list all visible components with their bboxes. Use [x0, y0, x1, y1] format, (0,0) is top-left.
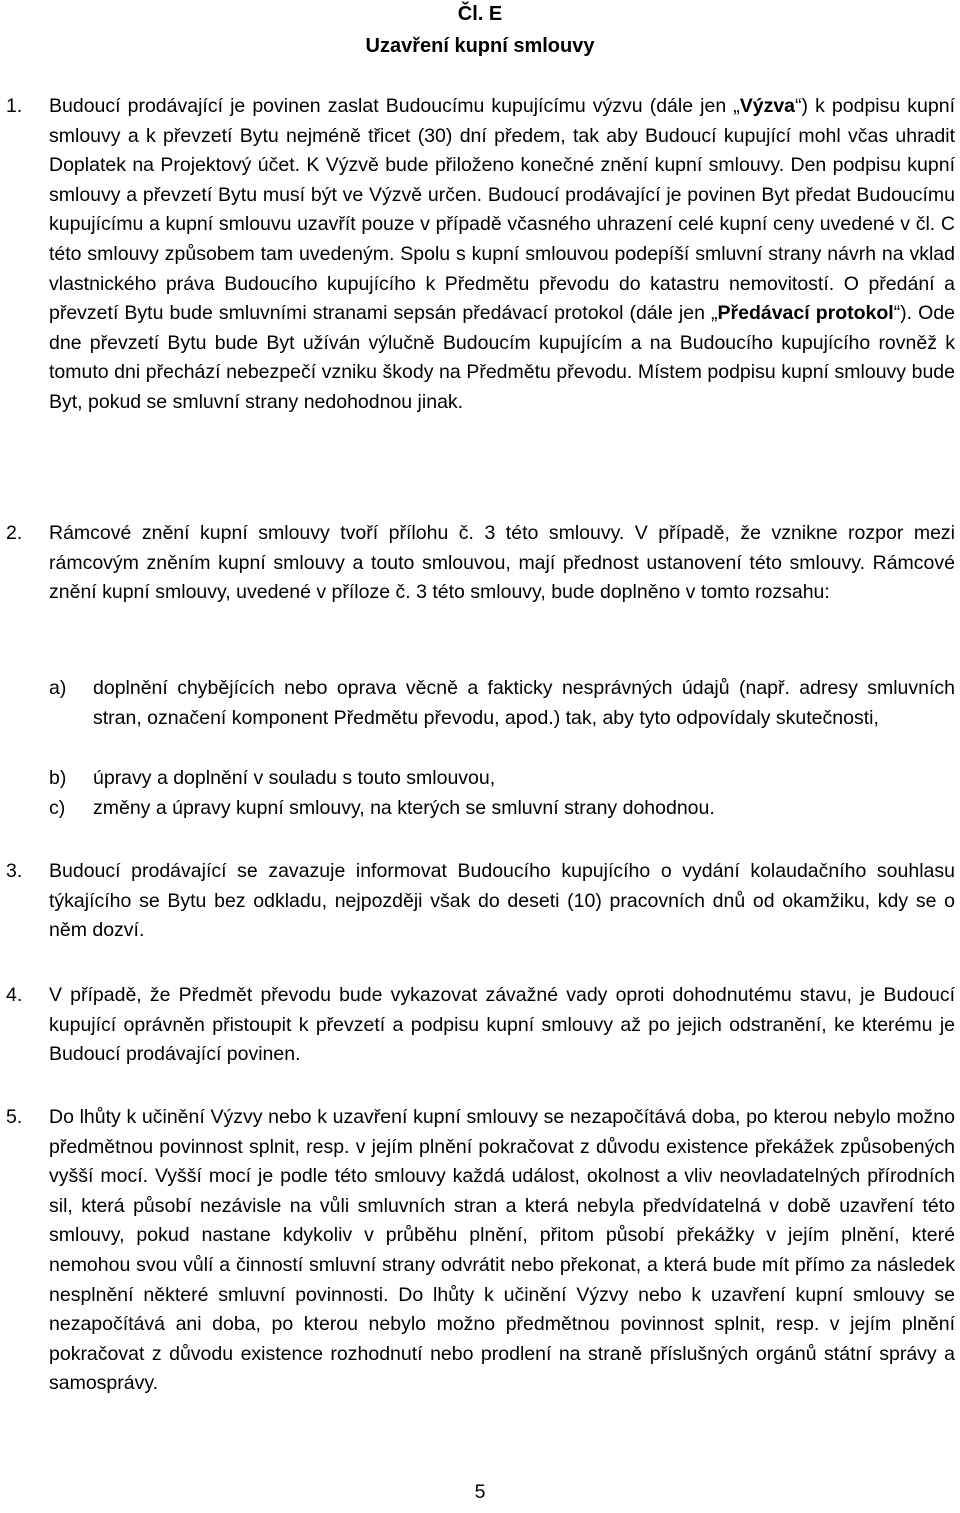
clause-2-item-c-label: c)	[49, 797, 66, 819]
clause-3-text: Budoucí prodávající se zavazuje informovat Budoucího kupujícího o vydání kolaudačního souhlasu týkajícího se Bytu bez odkladu, nejpozději však do deseti (10) pracovních dnů od okamžiku, kdy se o něm dozví.	[49, 860, 955, 942]
clause-2-item-b-label: b)	[49, 767, 67, 789]
article-title: Uzavření kupní smlouvy	[365, 35, 595, 57]
clause-5-text: Do lhůty k učinění Výzvy nebo k uzavření kupní smlouvy se nezapočítává doba, po kterou nebylo možno předmětnou povinnost splnit, resp. v jejím plnění pokračovat z důvodu existence překážek způsobených vyšší mocí. Vyšší mocí je podle této smlouvy každá událost, okolnost a vliv neovladatelných přírodních sil, která působí nezávisle na vůli smluvních stran a která nebyla předvídatelná v době uzavření této smlouvy, pokud nastane kdykoliv v průběhu plnění, přitom působí překážky v jejím plnění, které nemohou svou vůlí a činností smluvní strany odvrátit nebo překonat, a která bude mít přímo za následek nesplnění některé smluvní povinnosti. Do lhůty k učinění Výzvy nebo k uzavření kupní smlouvy se nezapočítává ani doba, po kterou nebylo možno předmětnou povinnost splnit, resp. v jejím plnění pokračovat z důvodu existence rozhodnutí nebo prodlení na straně příslušných orgánů státní správy a samosprávy.	[49, 1106, 955, 1395]
clause-1-part1: Budoucí prodávající je povinen zaslat Budoucímu kupujícímu výzvu (dále jen „	[49, 95, 740, 117]
clause-2-number: 2.	[6, 522, 23, 544]
clause-3-number: 3.	[6, 860, 23, 882]
clause-1-number: 1.	[6, 95, 23, 117]
clause-4-text: V případě, že Předmět převodu bude vykazovat závažné vady oproti dohodnutému stavu, je Budoucí kupující oprávněn přistoupit k převzetí a podpisu kupní smlouvy až po jejich odstranění, ke kterému je Budoucí prodávající povinen.	[49, 984, 955, 1066]
clause-1-part2: “) k podpisu kupní smlouvy a k převzetí Bytu nejméně třicet (30) dní předem, tak aby Budoucí kupující mohl včas uhradit Doplatek na Projektový účet. K Výzvě bude přiloženo konečné znění kupní smlouvy. Den podpisu kupní smlouvy a převzetí Bytu musí být ve Výzvě určen. Budoucí prodávající je povinen Byt předat Budoucímu kupujícímu a kupní smlouvu uzavřít pouze v případě včasného uhrazení celé kupní ceny uvedené v čl. C této smlouvy způsobem tam uvedeným. Spolu s kupní smlouvou podepíší smluvní strany návrh na vklad vlastnického práva Budoucího kupujícího k Předmětu převodu do katastru nemovitostí. O předání a převzetí Bytu bude smluvními stranami sepsán předávací protokol (dále jen „	[49, 95, 955, 325]
clause-2-item-c-text: změny a úpravy kupní smlouvy, na kterých se smluvní strany dohodnou.	[93, 797, 715, 819]
clause-2-item-b-text: úpravy a doplnění v souladu s touto smlouvou,	[93, 767, 496, 789]
clause-5-number: 5.	[6, 1106, 23, 1128]
page-number: 5	[474, 1481, 486, 1503]
clause-1-part3: “). Ode dne převzetí Bytu bude Byt užíván výlučně Budoucím kupujícím a na Budoucího kupujícího rovněž k tomuto dni přechází nebezpečí vzniku škody na Předmětu převodu. Místem podpisu kupní smlouvy bude Byt, pokud se smluvní strany nedohodnou jinak.	[49, 302, 955, 413]
clause-2-item-a-text: doplnění chybějících nebo oprava věcně a fakticky nesprávných údajů (např. adresy smluvních stran, označení komponent Předmětu převodu, apod.) tak, aby tyto odpovídaly skutečnosti,	[93, 677, 955, 729]
clause-2-text: Rámcové znění kupní smlouvy tvoří přílohu č. 3 této smlouvy. V případě, že vznikne rozpor mezi rámcovým zněním kupní smlouvy a touto smlouvou, mají přednost ustanovení této smlouvy. Rámcové znění kupní smlouvy, uvedené v příloze č. 3 této smlouvy, bude doplněno v tomto rozsahu:	[49, 522, 955, 604]
clause-2-item-a-label: a)	[49, 677, 67, 699]
article-number: Čl. E	[457, 3, 503, 25]
clause-1-term-vyzva: Výzva	[739, 95, 796, 117]
clause-1-term-predavaci-protokol: Předávací protokol	[717, 302, 894, 325]
clause-1-text	[49, 92, 955, 418]
clause-4-number: 4.	[6, 984, 23, 1006]
